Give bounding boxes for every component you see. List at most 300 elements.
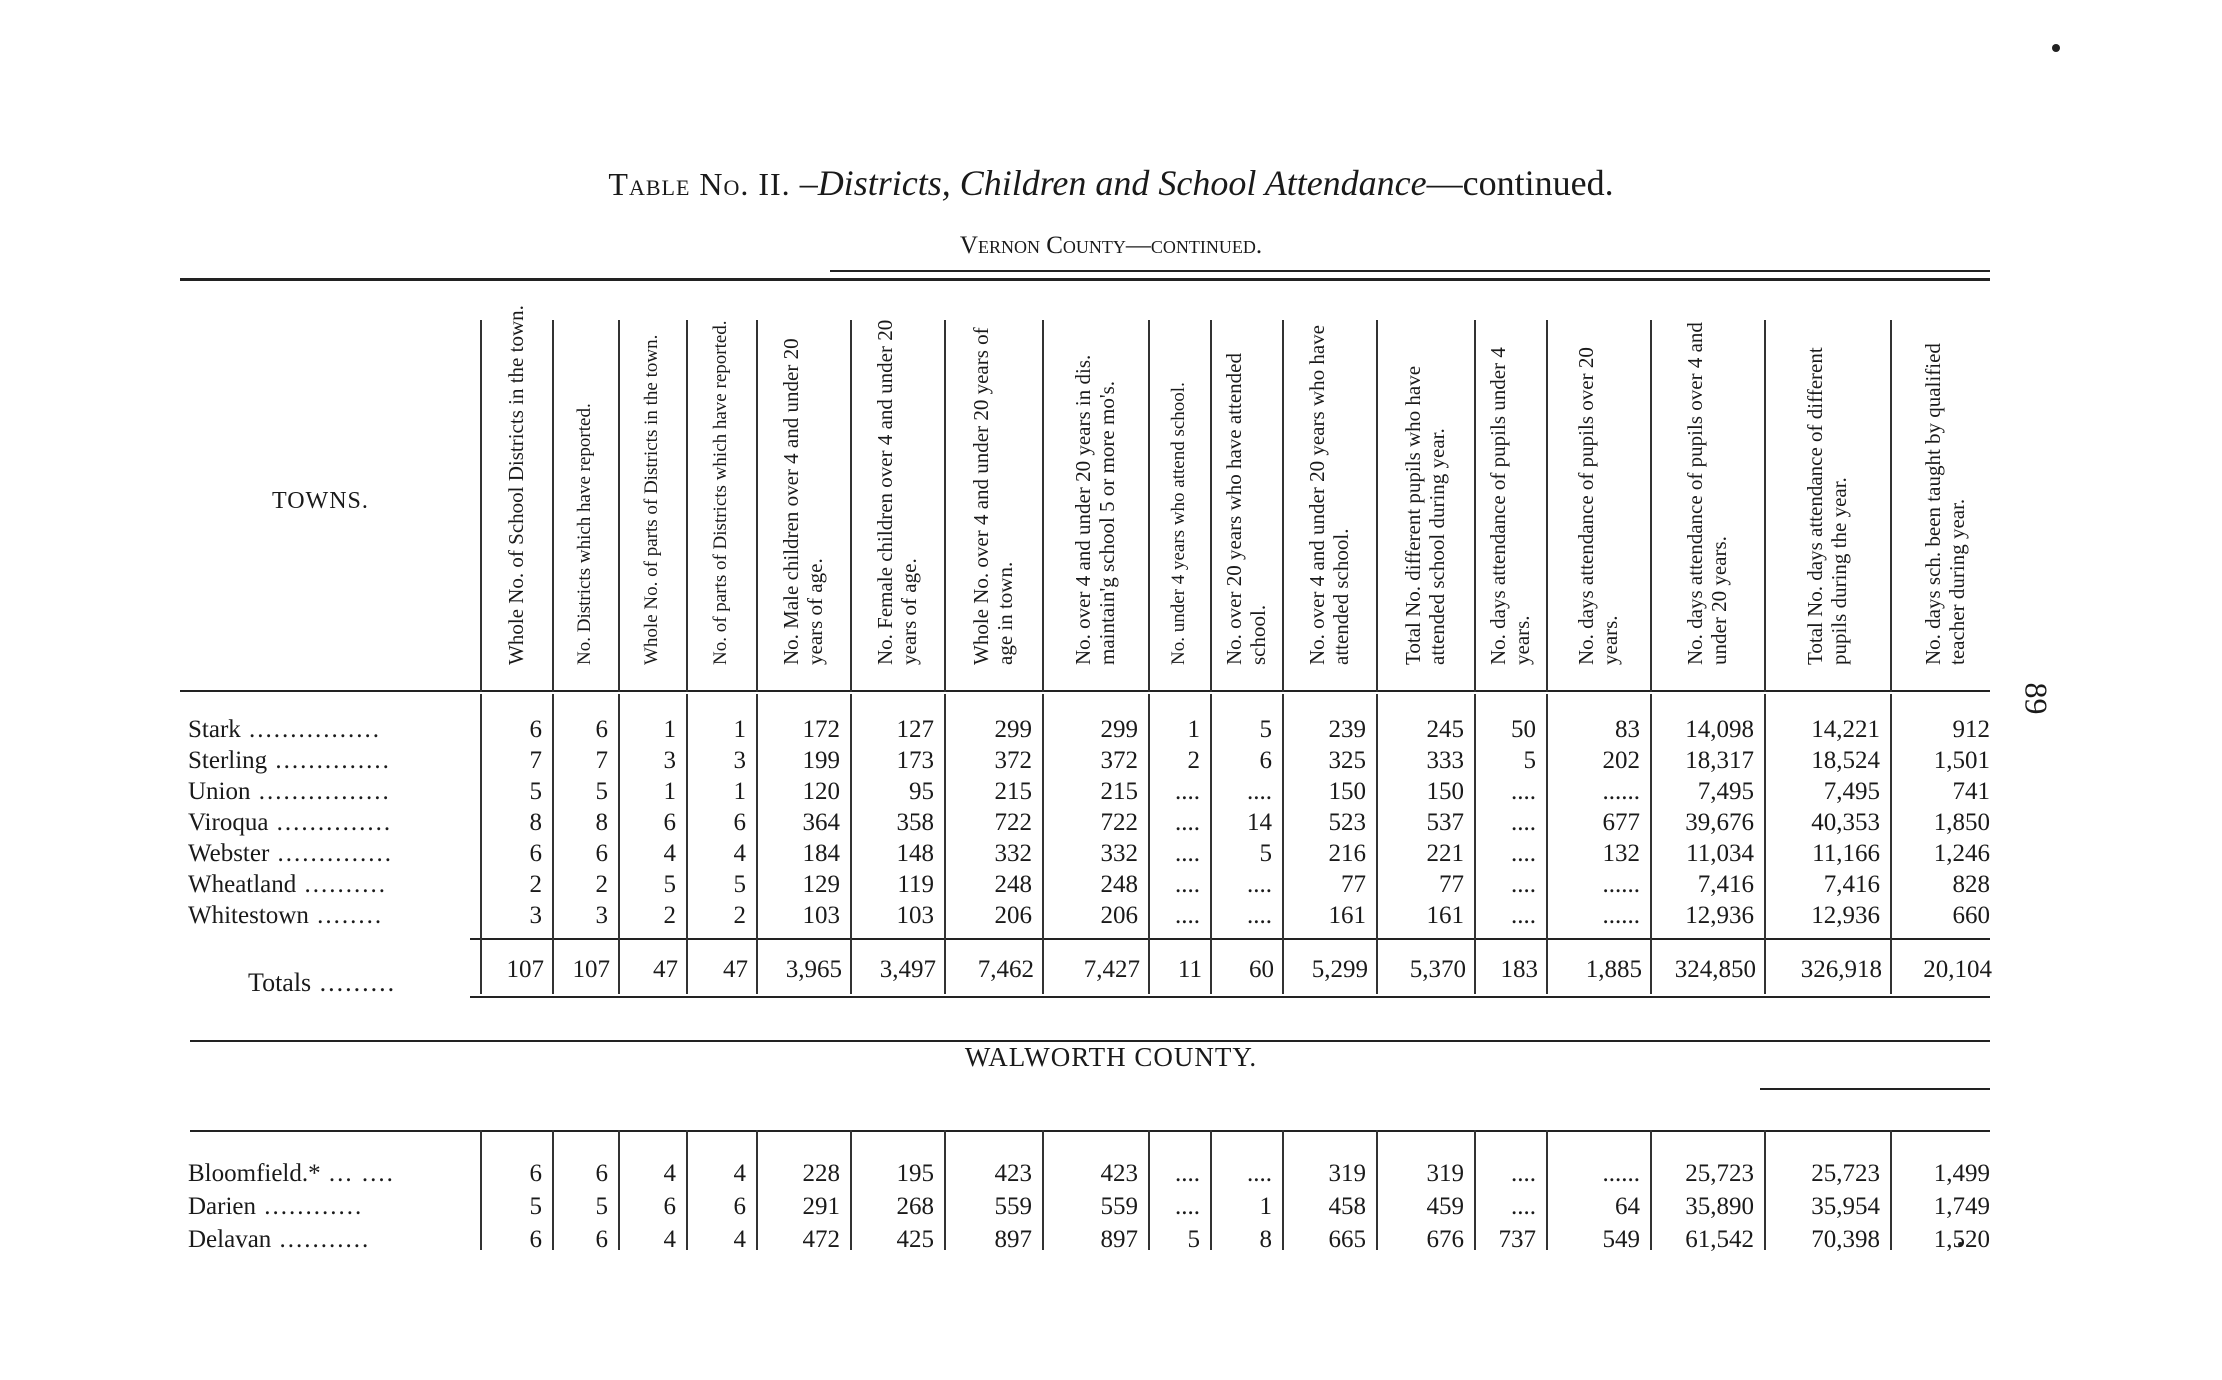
cell-value: 458	[1328, 1193, 1366, 1220]
table-row	[0, 716, 2222, 746]
page-number: 89	[2018, 682, 2055, 715]
cell-value: ......	[1602, 871, 1640, 898]
cell-value: 423	[1100, 1160, 1138, 1187]
body-column-divider	[1474, 694, 1476, 994]
header-column-divider	[944, 320, 946, 692]
total-value: 60	[1249, 956, 1274, 983]
cell-value: ....	[1247, 871, 1272, 898]
cell-value: 129	[802, 871, 840, 898]
table-row	[0, 778, 2222, 808]
dot-leader: ..............	[268, 809, 393, 836]
column-header-text: No. days sch. been taught by qualified teacher during year.	[1921, 343, 1969, 665]
body-column-divider	[552, 694, 554, 994]
cell-value: 132	[1602, 840, 1640, 867]
cell-value: 7	[529, 747, 542, 774]
total-value: 47	[653, 956, 678, 983]
cell-value: 2	[733, 902, 746, 929]
cell-value: 239	[1328, 716, 1366, 743]
header-column-divider	[1376, 320, 1378, 692]
cell-value: 5	[595, 1193, 608, 1220]
table-row	[0, 1226, 2222, 1256]
cell-value: 6	[529, 840, 542, 867]
cell-value: 6	[595, 1160, 608, 1187]
town-name	[188, 778, 391, 806]
body-column-divider	[944, 694, 946, 994]
column-header-text: No. days attendance of pupils over 20 years.	[1574, 347, 1622, 665]
walworth-column-divider	[944, 1130, 946, 1250]
cell-value: 268	[896, 1193, 934, 1220]
column-header-text: No. over 20 years who have attended school.	[1222, 353, 1270, 665]
column-header-text: Whole No. over 4 and under 20 years of age in town.	[969, 327, 1017, 665]
dot-leader: ................	[240, 716, 382, 743]
cell-value: 14,221	[1811, 716, 1880, 743]
column-header	[1210, 300, 1282, 670]
cell-value: 1,520	[1933, 1226, 1990, 1253]
body-column-divider	[756, 694, 758, 994]
cell-value: 537	[1426, 809, 1464, 836]
cell-value: 61,542	[1685, 1226, 1754, 1253]
cell-value: 364	[802, 809, 840, 836]
column-header	[480, 300, 552, 670]
towns-header: TOWNS.	[272, 488, 369, 514]
body-column-divider	[1042, 694, 1044, 994]
header-column-divider	[1764, 320, 1766, 692]
cell-value: 206	[994, 902, 1032, 929]
table-row	[0, 1160, 2222, 1190]
cell-value: 5	[595, 778, 608, 805]
header-column-divider	[1474, 320, 1476, 692]
cell-value: 897	[1100, 1226, 1138, 1253]
walworth-column-divider	[1042, 1130, 1044, 1250]
cell-value: 77	[1439, 871, 1464, 898]
column-header	[1376, 300, 1474, 670]
cell-value: 5	[529, 1193, 542, 1220]
total-value: 3,497	[879, 956, 936, 983]
walworth-top-rule	[190, 1130, 1990, 1132]
cell-value: 4	[733, 1226, 746, 1253]
cell-value: 3	[529, 902, 542, 929]
cell-value: 423	[994, 1160, 1032, 1187]
cell-value: 248	[1100, 871, 1138, 898]
header-column-divider	[850, 320, 852, 692]
cell-value: 2	[663, 902, 676, 929]
header-column-divider	[1042, 320, 1044, 692]
cell-value: ....	[1511, 809, 1536, 836]
cell-value: 7,416	[1823, 871, 1880, 898]
town-label: Union	[188, 778, 251, 805]
cell-value: 172	[802, 716, 840, 743]
cell-value: ....	[1175, 902, 1200, 929]
town-name	[188, 840, 393, 868]
cell-value: 39,676	[1685, 809, 1754, 836]
walworth-column-divider	[1890, 1130, 1892, 1250]
column-header-text: No. days attendance of pupils under 4 years.	[1486, 347, 1534, 665]
column-header	[1282, 300, 1376, 670]
cell-value: 6	[595, 1226, 608, 1253]
cell-value: 676	[1426, 1226, 1464, 1253]
cell-value: 660	[1952, 902, 1990, 929]
total-value: 3,965	[785, 956, 842, 983]
cell-value: 459	[1426, 1193, 1464, 1220]
cell-value: 5	[1259, 840, 1272, 867]
town-name	[188, 1193, 363, 1221]
body-column-divider	[1764, 694, 1766, 994]
cell-value: 1	[1259, 1193, 1272, 1220]
cell-value: 215	[994, 778, 1032, 805]
cell-value: 4	[733, 840, 746, 867]
cell-value: 103	[802, 902, 840, 929]
cell-value: 897	[994, 1226, 1032, 1253]
cell-value: 3	[595, 902, 608, 929]
cell-value: 5	[529, 778, 542, 805]
column-header	[1764, 300, 1890, 670]
column-header-text: No. Male children over 4 and under 20 years of age.	[779, 338, 827, 665]
cell-value: 83	[1615, 716, 1640, 743]
table-number: Table No. II.	[608, 166, 791, 202]
cell-value: 3	[733, 747, 746, 774]
cell-value: 1,499	[1933, 1160, 1990, 1187]
walworth-column-divider	[618, 1130, 620, 1250]
dot-leader: ...........	[271, 1226, 371, 1253]
cell-value: 11,166	[1812, 840, 1880, 867]
cell-value: 912	[1952, 716, 1990, 743]
cell-value: ....	[1247, 778, 1272, 805]
column-header	[1650, 300, 1764, 670]
cell-value: 523	[1328, 809, 1366, 836]
cell-value: 150	[1426, 778, 1464, 805]
cell-value: 12,936	[1811, 902, 1880, 929]
cell-value: 25,723	[1811, 1160, 1880, 1187]
town-name	[188, 1160, 395, 1188]
walworth-column-divider	[1650, 1130, 1652, 1250]
body-column-divider	[1282, 694, 1284, 994]
cell-value: 332	[994, 840, 1032, 867]
cell-value: 291	[802, 1193, 840, 1220]
cell-value: 4	[663, 840, 676, 867]
walworth-column-divider	[1210, 1130, 1212, 1250]
cell-value: 559	[1100, 1193, 1138, 1220]
total-value: 47	[723, 956, 748, 983]
column-header-text: Whole No. of School Districts in the town.	[504, 305, 528, 665]
cell-value: 722	[1100, 809, 1138, 836]
column-header-text: Total No. days attendance of different pupils during the year.	[1803, 347, 1851, 665]
cell-value: 173	[896, 747, 934, 774]
cell-value: 2	[1187, 747, 1200, 774]
walworth-header-rule	[1760, 1088, 1990, 1090]
cell-value: 245	[1426, 716, 1464, 743]
table-row	[0, 809, 2222, 839]
column-header-text: Total No. different pupils who have attended school during year.	[1401, 365, 1449, 665]
town-label: Bloomfield.*	[188, 1160, 321, 1187]
cell-value: 1	[733, 716, 746, 743]
cell-value: ....	[1175, 778, 1200, 805]
cell-value: 50	[1511, 716, 1536, 743]
cell-value: ....	[1175, 871, 1200, 898]
header-bottom-rule	[180, 690, 1990, 692]
cell-value: 35,890	[1685, 1193, 1754, 1220]
total-value: 324,850	[1674, 956, 1756, 983]
dot-leader: ..........	[296, 871, 388, 898]
body-column-divider	[850, 694, 852, 994]
header-column-divider	[1890, 320, 1892, 692]
town-name	[188, 716, 381, 744]
total-value: 20,104	[1923, 956, 1992, 983]
cell-value: 7,416	[1697, 871, 1754, 898]
cell-value: 184	[802, 840, 840, 867]
header-column-divider	[756, 320, 758, 692]
cell-value: 425	[896, 1226, 934, 1253]
cell-value: 14	[1247, 809, 1272, 836]
header-column-divider	[1148, 320, 1150, 692]
cell-value: 4	[663, 1160, 676, 1187]
cell-value: 4	[663, 1226, 676, 1253]
walworth-column-divider	[552, 1130, 554, 1250]
cell-value: 215	[1100, 778, 1138, 805]
cell-value: 741	[1952, 778, 1990, 805]
cell-value: 7,495	[1697, 778, 1754, 805]
cell-value: 6	[595, 840, 608, 867]
dot-leader: ............	[256, 1193, 364, 1220]
column-header	[1890, 300, 2000, 670]
title-continued: —continued.	[1426, 163, 1614, 203]
cell-value: 206	[1100, 902, 1138, 929]
column-header	[1042, 300, 1148, 670]
column-header-text: Whole No. of parts of Districts in the town.	[641, 334, 662, 665]
town-label: Whitestown	[188, 902, 309, 929]
cell-value: 148	[896, 840, 934, 867]
total-value: 326,918	[1800, 956, 1882, 983]
cell-value: 64	[1615, 1193, 1640, 1220]
cell-value: ....	[1511, 902, 1536, 929]
cell-value: 677	[1602, 809, 1640, 836]
cell-value: 195	[896, 1160, 934, 1187]
cell-value: 8	[529, 809, 542, 836]
walworth-column-divider	[756, 1130, 758, 1250]
walworth-column-divider	[686, 1130, 688, 1250]
cell-value: ....	[1175, 1193, 1200, 1220]
walworth-column-divider	[850, 1130, 852, 1250]
column-header	[552, 300, 618, 670]
cell-value: 6	[663, 1193, 676, 1220]
cell-value: ....	[1511, 840, 1536, 867]
column-header	[1148, 300, 1210, 670]
town-label: Stark	[188, 716, 241, 743]
cell-value: 1,749	[1933, 1193, 1990, 1220]
body-column-divider	[1148, 694, 1150, 994]
cell-value: 722	[994, 809, 1032, 836]
cell-value: 5	[1187, 1226, 1200, 1253]
cell-value: 1	[663, 778, 676, 805]
body-column-divider	[686, 694, 688, 994]
cell-value: ....	[1511, 871, 1536, 898]
dot-leader: ..............	[269, 840, 394, 867]
dot-leader: ..............	[267, 747, 391, 774]
table-row	[0, 902, 2222, 932]
town-name	[188, 1226, 370, 1254]
body-column-divider	[1890, 694, 1892, 994]
cell-value: 6	[595, 716, 608, 743]
walworth-column-divider	[1376, 1130, 1378, 1250]
cell-value: 1,246	[1933, 840, 1990, 867]
cell-value: 119	[897, 871, 934, 898]
cell-value: 3	[663, 747, 676, 774]
cell-value: 1	[733, 778, 746, 805]
cell-value: 5	[1259, 716, 1272, 743]
cell-value: 299	[994, 716, 1032, 743]
dot-leader: ........	[308, 902, 384, 929]
body-column-divider	[1376, 694, 1378, 994]
cell-value: 828	[1952, 871, 1990, 898]
cell-value: ....	[1175, 840, 1200, 867]
column-header-text: No. of parts of Districts which have reported.	[710, 320, 731, 665]
header-column-divider	[480, 320, 482, 692]
column-header	[686, 300, 756, 670]
total-value: 11	[1177, 956, 1202, 983]
walworth-column-divider	[1546, 1130, 1548, 1250]
cell-value: ....	[1511, 778, 1536, 805]
total-value: 7,462	[977, 956, 1034, 983]
body-column-divider	[1650, 694, 1652, 994]
cell-value: 14,098	[1685, 716, 1754, 743]
town-name	[188, 747, 391, 775]
table-row	[0, 1193, 2222, 1223]
total-value: 183	[1500, 956, 1538, 983]
dot-leader: ... ....	[320, 1160, 395, 1187]
column-header	[1474, 300, 1546, 670]
cell-value: 161	[1328, 902, 1366, 929]
column-header	[944, 300, 1042, 670]
cell-value: 95	[909, 778, 934, 805]
cell-value: ....	[1247, 902, 1272, 929]
header-column-divider	[1546, 320, 1548, 692]
cell-value: 1	[663, 716, 676, 743]
column-header-text: No. over 4 and under 20 years who have attended school.	[1305, 325, 1353, 665]
cell-value: 161	[1426, 902, 1464, 929]
cell-value: 4	[733, 1160, 746, 1187]
walworth-column-divider	[1148, 1130, 1150, 1250]
top-rule	[830, 270, 1990, 272]
column-header	[1546, 300, 1650, 670]
header-column-divider	[618, 320, 620, 692]
cell-value: 8	[1259, 1226, 1272, 1253]
town-label: Darien	[188, 1193, 257, 1220]
cell-value: 216	[1328, 840, 1366, 867]
town-label: Wheatland	[188, 871, 297, 898]
column-header-text: No. under 4 years who attend school.	[1168, 382, 1189, 665]
walworth-column-divider	[1282, 1130, 1284, 1250]
cell-value: 8	[595, 809, 608, 836]
column-header-text: No. Female children over 4 and under 20 years of age.	[873, 319, 921, 665]
totals-label	[248, 968, 396, 998]
cell-value: 6	[733, 809, 746, 836]
cell-value: 6	[733, 1193, 746, 1220]
cell-value: 6	[529, 1226, 542, 1253]
header-column-divider	[1650, 320, 1652, 692]
column-header	[850, 300, 944, 670]
cell-value: 35,954	[1811, 1193, 1880, 1220]
walworth-county-heading: WALWORTH COUNTY.	[964, 1042, 1258, 1072]
cell-value: 18,524	[1811, 747, 1880, 774]
cell-value: 2	[529, 871, 542, 898]
body-column-divider	[480, 694, 482, 994]
walworth-column-divider	[1474, 1130, 1476, 1250]
header-column-divider	[552, 320, 554, 692]
cell-value: ......	[1602, 778, 1640, 805]
column-header	[618, 300, 686, 670]
cell-value: 6	[1259, 747, 1272, 774]
cell-value: 199	[802, 747, 840, 774]
cell-value: 127	[896, 716, 934, 743]
total-value: 107	[572, 956, 610, 983]
cell-value: 6	[529, 716, 542, 743]
cell-value: 70,398	[1811, 1226, 1880, 1253]
total-value: 7,427	[1083, 956, 1140, 983]
table-subject: Districts, Children and School Attendance	[817, 163, 1427, 203]
cell-value: 299	[1100, 716, 1138, 743]
town-label: Viroqua	[188, 809, 269, 836]
column-header-text: No. over 4 and under 20 years in dis. maintain'g school 5 or more mo's.	[1071, 354, 1119, 665]
town-name	[188, 871, 387, 899]
cell-value: 549	[1602, 1226, 1640, 1253]
column-header-text: No. days attendance of pupils over 4 and under 20 years.	[1683, 322, 1731, 665]
cell-value: 333	[1426, 747, 1464, 774]
cell-value: 77	[1341, 871, 1366, 898]
dot-leader: .........	[311, 968, 397, 997]
cell-value: 40,353	[1811, 809, 1880, 836]
total-value: 5,299	[1311, 956, 1368, 983]
totals-top-rule	[470, 938, 1990, 940]
header-column-divider	[686, 320, 688, 692]
cell-value: ....	[1247, 1160, 1272, 1187]
total-value: 5,370	[1409, 956, 1466, 983]
cell-value: 665	[1328, 1226, 1366, 1253]
cell-value: 372	[994, 747, 1032, 774]
walworth-column-divider	[480, 1130, 482, 1250]
header-top-rule	[180, 278, 1990, 281]
cell-value: 559	[994, 1193, 1032, 1220]
cell-value: 5	[733, 871, 746, 898]
cell-value: 12,936	[1685, 902, 1754, 929]
table-row	[0, 747, 2222, 777]
cell-value: 2	[595, 871, 608, 898]
cell-value: 7,495	[1823, 778, 1880, 805]
body-column-divider	[618, 694, 620, 994]
cell-value: 228	[802, 1160, 840, 1187]
cell-value: 372	[1100, 747, 1138, 774]
town-name	[188, 902, 383, 930]
cell-value: 103	[896, 902, 934, 929]
cell-value: ....	[1175, 809, 1200, 836]
county-subtitle: Vernon County—continued.	[959, 232, 1263, 259]
cell-value: 25,723	[1685, 1160, 1754, 1187]
cell-value: 18,317	[1685, 747, 1754, 774]
cell-value: 332	[1100, 840, 1138, 867]
table-row	[0, 871, 2222, 901]
cell-value: 221	[1426, 840, 1464, 867]
table-title	[0, 162, 2222, 204]
cell-value: 319	[1328, 1160, 1366, 1187]
town-label: Sterling	[188, 747, 268, 774]
town-label: Delavan	[188, 1226, 272, 1253]
cell-value: ......	[1602, 1160, 1640, 1187]
cell-value: 472	[802, 1226, 840, 1253]
table-row	[0, 840, 2222, 870]
cell-value: 6	[529, 1160, 542, 1187]
cell-value: 5	[663, 871, 676, 898]
cell-value: 202	[1602, 747, 1640, 774]
total-value: 107	[506, 956, 544, 983]
cell-value: 1,850	[1933, 809, 1990, 836]
